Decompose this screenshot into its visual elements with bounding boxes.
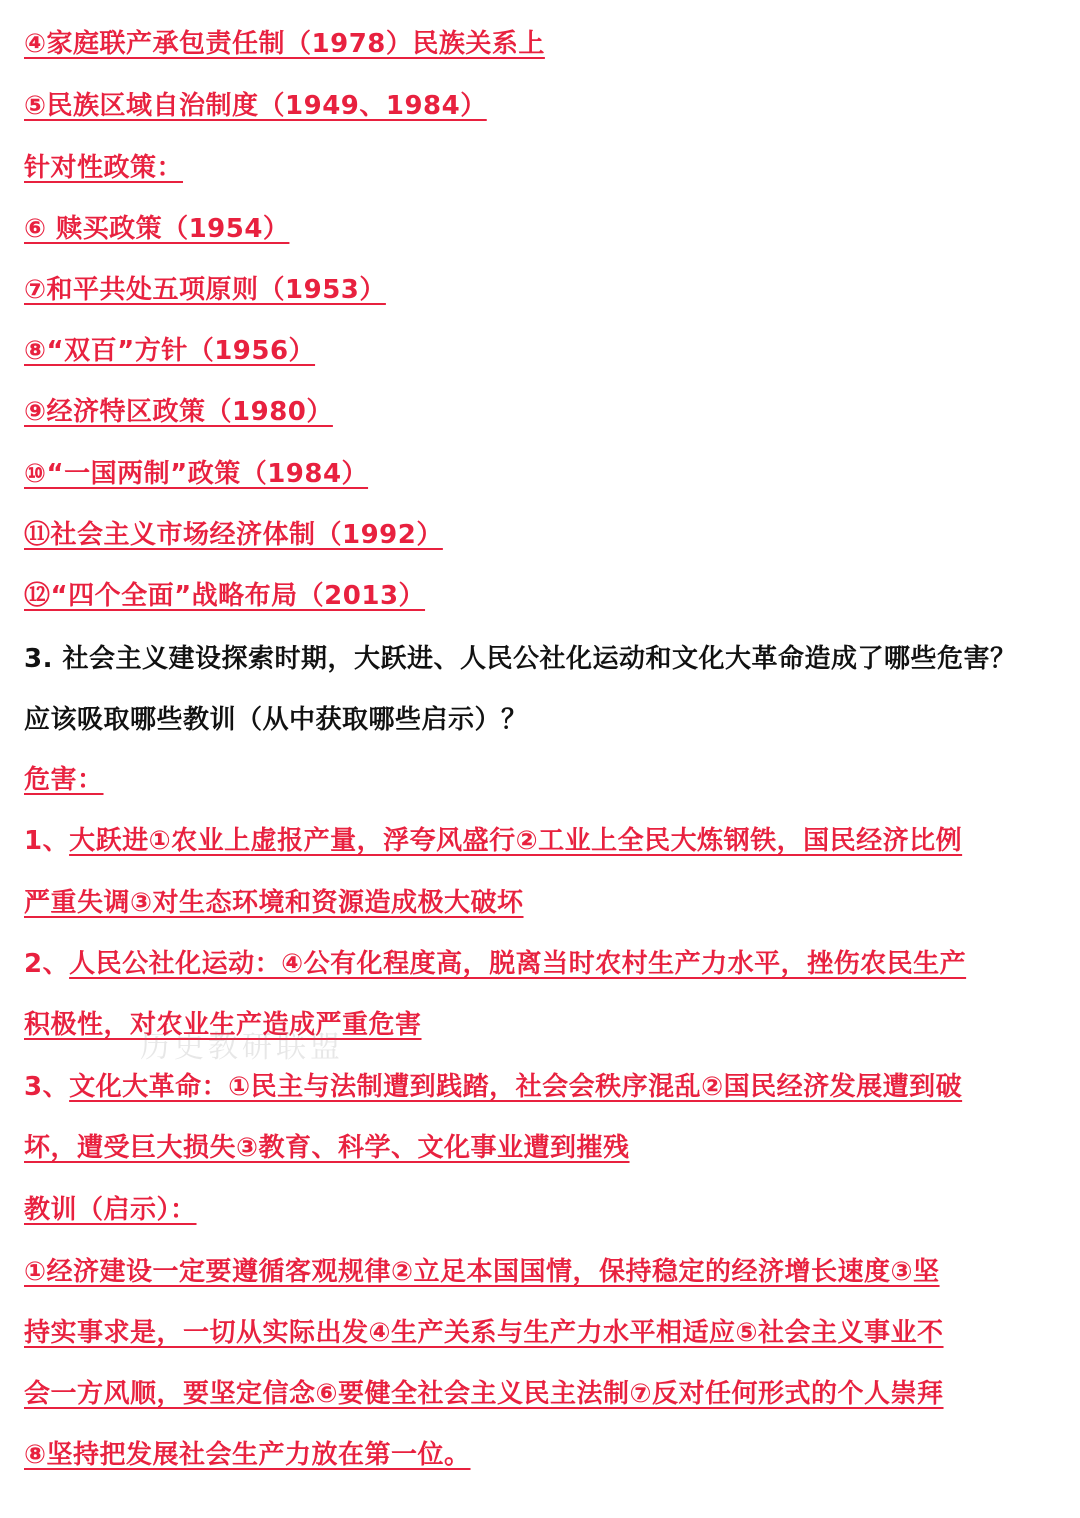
harm-2-prefix: 2、 — [24, 949, 70, 979]
harm-3-prefix: 3、 — [24, 1072, 70, 1102]
lessons-line-4: ⑧坚持把发展社会生产力放在第一位。 — [24, 1440, 471, 1470]
policy-item-4: ④家庭联产承包责任制（1978）民族关系上 — [24, 29, 545, 59]
harm-1-prefix: 1、 — [24, 826, 70, 856]
harm-2-line-1 — [24, 946, 966, 982]
harm-1-text: 大跃进①农业上虚报产量，浮夸风盛行②工业上全民大炼钢铁，国民经济比例 — [69, 826, 963, 856]
policy-item-6: ⑥ 赎买政策（1954） — [24, 214, 290, 244]
harm-3-line-2: 坏，遭受巨大损失③教育、科学、文化事业遭到摧残 — [24, 1133, 630, 1163]
policy-item-10: ⑩“一国两制”政策（1984） — [24, 459, 369, 489]
policy-item-8: ⑧“双百”方针（1956） — [24, 336, 316, 366]
policy-item-7: ⑦和平共处五项原则（1953） — [24, 275, 386, 305]
harm-2-text: 人民公社化运动：④公有化程度高，脱离当时农村生产力水平，挫伤农民生产 — [69, 949, 967, 979]
lessons-line-3: 会一方风顺，要坚定信念⑥要健全社会主义民主法制⑦反对任何形式的个人崇拜 — [24, 1379, 944, 1409]
harm-3-line-1 — [24, 1069, 962, 1105]
harm-1-line-2: 严重失调③对生态环境和资源造成极大破坏 — [24, 888, 524, 918]
harm-3-text: 文化大革命：①民主与法制遭到践踏，社会会秩序混乱②国民经济发展遭到破 — [69, 1072, 963, 1102]
watermark: 历史教研联盟 — [140, 1030, 344, 1065]
question-3-line-1: 3. 社会主义建设探索时期，大跃进、人民公社化运动和文化大革命造成了哪些危害？ — [24, 644, 1017, 674]
lessons-heading: 教训（启示）： — [24, 1195, 197, 1225]
harm-1-line-1 — [24, 823, 962, 859]
policy-item-12: ⑫“四个全面”战略布局（2013） — [24, 581, 426, 611]
targeted-policies-heading: 针对性政策： — [24, 153, 184, 183]
policy-item-5: ⑤民族区域自治制度（1949、1984） — [24, 91, 487, 121]
harms-heading: 危害： — [24, 765, 104, 795]
policy-item-11: ⑪社会主义市场经济体制（1992） — [24, 520, 443, 550]
lessons-line-1: ①经济建设一定要遵循客观规律②立足本国国情，保持稳定的经济增长速度③坚 — [24, 1257, 940, 1287]
policy-item-9: ⑨经济特区政策（1980） — [24, 397, 333, 427]
lessons-line-2: 持实事求是，一切从实际出发④生产关系与生产力水平相适应⑤社会主义事业不 — [24, 1318, 944, 1348]
harm-2-line-2: 积极性，对农业生产造成严重危害 — [24, 1010, 422, 1040]
question-3-line-2: 应该吸取哪些教训（从中获取哪些启示）？ — [24, 705, 528, 735]
